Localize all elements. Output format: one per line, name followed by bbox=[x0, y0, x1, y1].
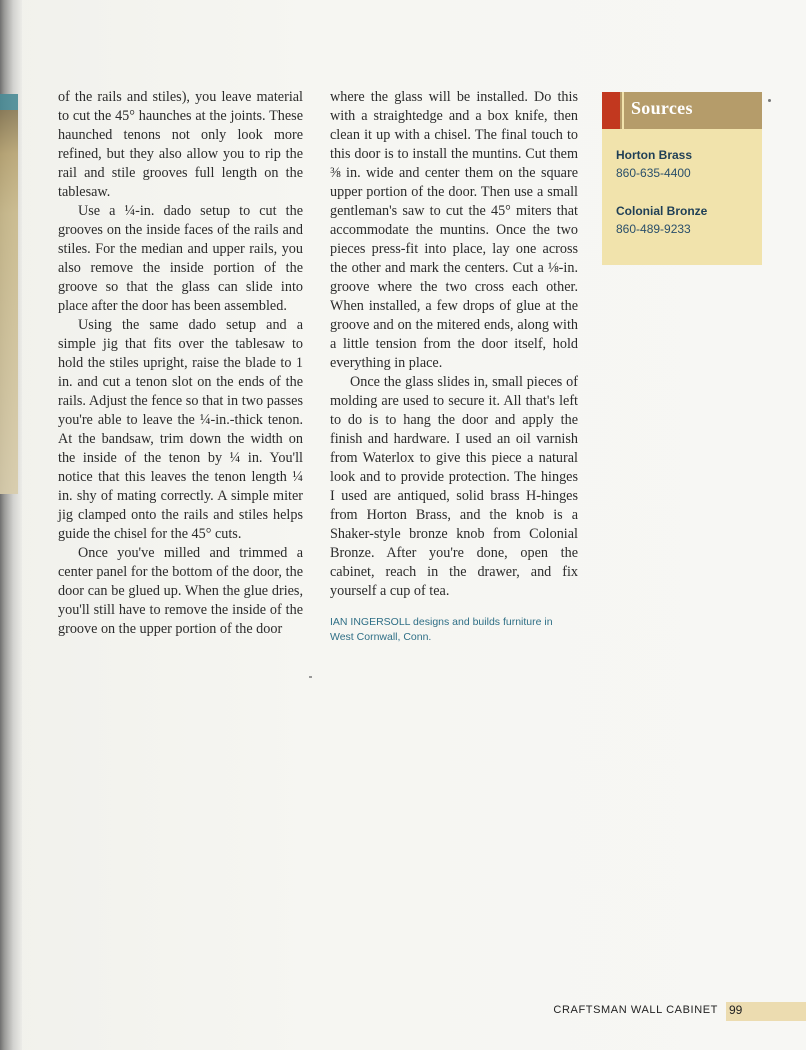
source-phone: 860-489-9233 bbox=[616, 222, 691, 236]
sidebar-title: Sources bbox=[631, 98, 693, 118]
paragraph: Use a ¼-in. dado setup to cut the grooves on the inside faces of the rails and stiles. For the median and upper rails, you also remove the inside portion of the groove so that the glass can slide into place after the door has been assembled. bbox=[58, 203, 303, 314]
sidebar-accent-block bbox=[602, 92, 620, 129]
author-bio bbox=[330, 615, 578, 645]
spine-color-band bbox=[0, 94, 18, 494]
sources-sidebar bbox=[602, 92, 762, 265]
ink-speck bbox=[768, 99, 771, 102]
sidebar-header bbox=[602, 92, 762, 129]
source-phone: 860-635-4400 bbox=[616, 166, 691, 180]
author-bio-line: IAN INGERSOLL designs and builds furniture in bbox=[330, 616, 553, 628]
author-bio-line: West Cornwall, Conn. bbox=[330, 631, 432, 643]
footer-section-title: CRAFTSMAN WALL CABINET bbox=[553, 1004, 718, 1016]
source-entry bbox=[616, 146, 692, 182]
paragraph: where the glass will be installed. Do this with a straightedge and a box knife, then clean it up with a chisel. The final touch to this door is to install the muntins. Cut them ⅜ in. wide and center them on the square upper portion of the door. Then use a small gentleman's saw to cut the 45° miters that accommodate the muntins. Once the two pieces press-fit into place, lay one across the other and mark the centers. Cut a ⅛-in. groove where the two cross each other. When installed, a few drops of glue at the groove and on the mitered ends, along with a little tension from the door itself, hold everything in place. bbox=[330, 89, 578, 371]
source-name: Colonial Bronze bbox=[616, 204, 708, 218]
sidebar-divider bbox=[622, 92, 624, 129]
source-name: Horton Brass bbox=[616, 148, 693, 162]
article-column-right bbox=[330, 88, 578, 645]
paragraph: of the rails and stiles), you leave material to cut the 45° haunches at the joints. These haunched tenons not only look more refined, but they also allow you to rip the rail and stile grooves full length on the tablesaw. bbox=[58, 89, 303, 200]
paragraph: Once you've milled and trimmed a center panel for the bottom of the door, the door can be glued up. When the glue dries, you'll still have to remove the inside of the groove on the upper portion of the door bbox=[58, 545, 303, 637]
page-number: 99 bbox=[729, 1003, 743, 1017]
ink-speck bbox=[309, 676, 312, 678]
paragraph: Using the same dado setup and a simple jig that fits over the tablesaw to hold the stiles upright, raise the blade to 1 in. and cut a tenon slot on the ends of the rails. Adjust the fence so that in two passes you're able to leave the ¼-in.-thick tenon. At the bandsaw, trim down the width on the inside of the tenon by ¼ in. You'll notice that this leaves the tenon length ¼ in. shy of mating correctly. A simple miter jig clamped onto the rails and stiles helps guide the chisel for the 45° cuts. bbox=[58, 317, 303, 542]
article-column-left bbox=[58, 88, 303, 639]
paragraph: Once the glass slides in, small pieces of molding are used to secure it. All that's left to do is to hang the door and apply the finish and hardware. I used an oil varnish from Waterlox to give this piece a natural look and to provide protection. The hinges I used are antiqued, solid brass H-hinges from Horton Brass, and the knob is a Shaker-style bronze knob from Colonial Bronze. After you're done, open the cabinet, reach in the drawer, and fix yourself a cup of tea. bbox=[330, 374, 578, 599]
source-entry bbox=[616, 202, 707, 238]
